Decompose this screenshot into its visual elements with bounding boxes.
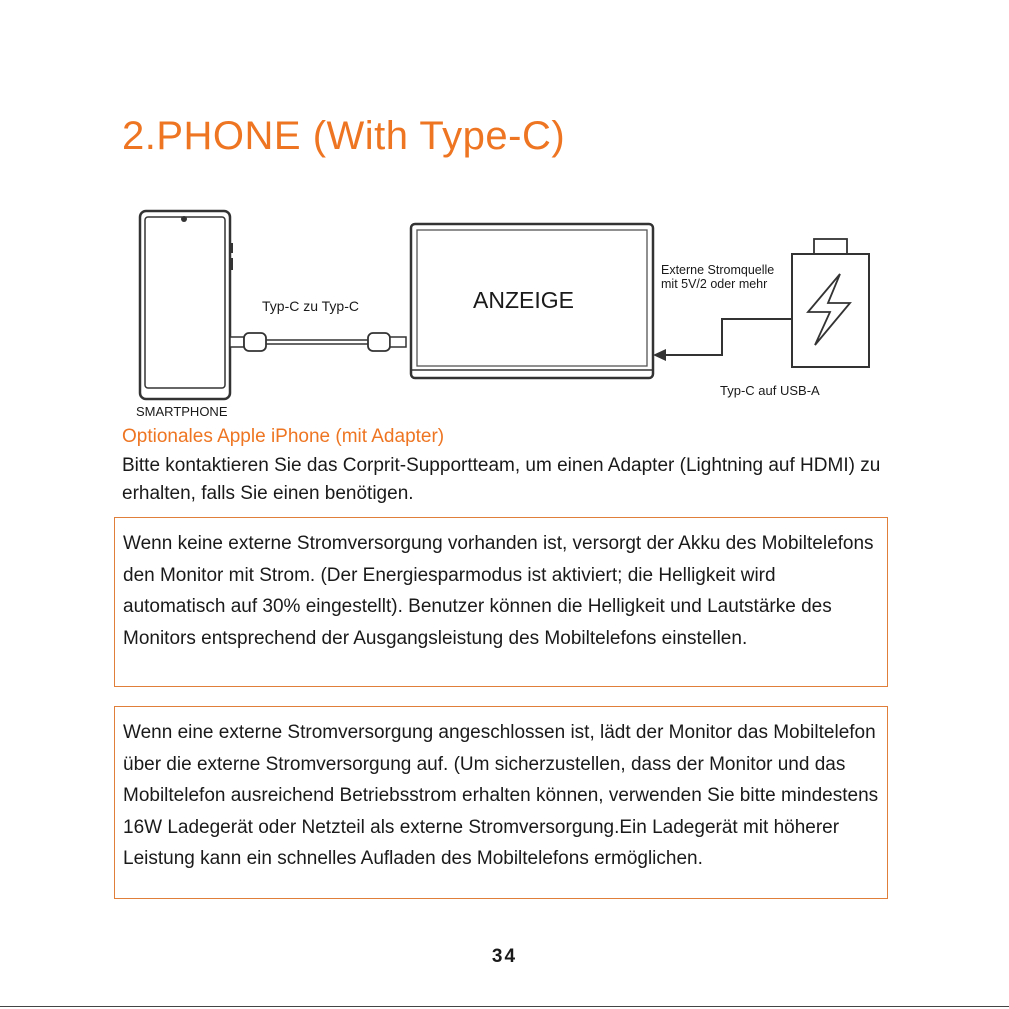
connection-diagram — [0, 0, 1009, 430]
smartphone-label: SMARTPHONE — [136, 404, 228, 419]
optional-iphone-text: Bitte kontaktieren Sie das Corprit-Supportteam, um einen Adapter (Lightning auf HDMI) zu erhalten, falls Sie einen benötigen. — [122, 455, 881, 504]
note-text-no-external-power: Wenn keine externe Stromversorgung vorhanden ist, versorgt der Akku des Mobiltelefons den Monitor mit Strom. (Der Energiesparmodus ist aktiviert; die Helligkeit wird automatisch auf 30% eingestellt). Benutzer können die Helligkeit und Lautstärke des Monitors entsprechend der Ausgangsleistung des Mobiltelefons einstellen. — [123, 533, 874, 649]
bottom-divider — [0, 1006, 1009, 1007]
cable-label: Typ-C zu Typ-C — [262, 298, 359, 314]
power-source-line2: mit 5V/2 oder mehr — [661, 277, 768, 291]
usb-power-cable — [653, 319, 798, 361]
usb-cable-label: Typ-C auf USB-A — [720, 383, 820, 398]
note-text-with-external-power: Wenn eine externe Stromversorgung angeschlossen ist, lädt der Monitor das Mobiltelefon über die externe Stromversorgung auf. (Um sicherzustellen, dass der Monitor und das Mobiltelefon ausreichend Betriebsstrom erhalten können, verwenden Sie bitte mindestens 16W Ladegerät oder Netzteil als externe Stromversorgung.Ein Ladegerät mit höherer Leistung kann ein schnelles Aufladen des Mobiltelefons ermöglichen. — [123, 722, 879, 869]
page-number: 34 — [491, 946, 518, 967]
smartphone-illustration — [140, 211, 233, 399]
page-title: 2.PHONE (With Type-C) — [122, 114, 566, 158]
power-bank-icon — [792, 239, 869, 367]
note-box-with-external-power — [114, 706, 888, 899]
note-box-no-external-power — [114, 517, 888, 687]
display-label: ANZEIGE — [473, 287, 574, 313]
type-c-cable — [230, 333, 406, 351]
power-source-line1: Externe Stromquelle — [661, 263, 775, 277]
optional-iphone-heading: Optionales Apple iPhone (mit Adapter) — [122, 426, 445, 447]
